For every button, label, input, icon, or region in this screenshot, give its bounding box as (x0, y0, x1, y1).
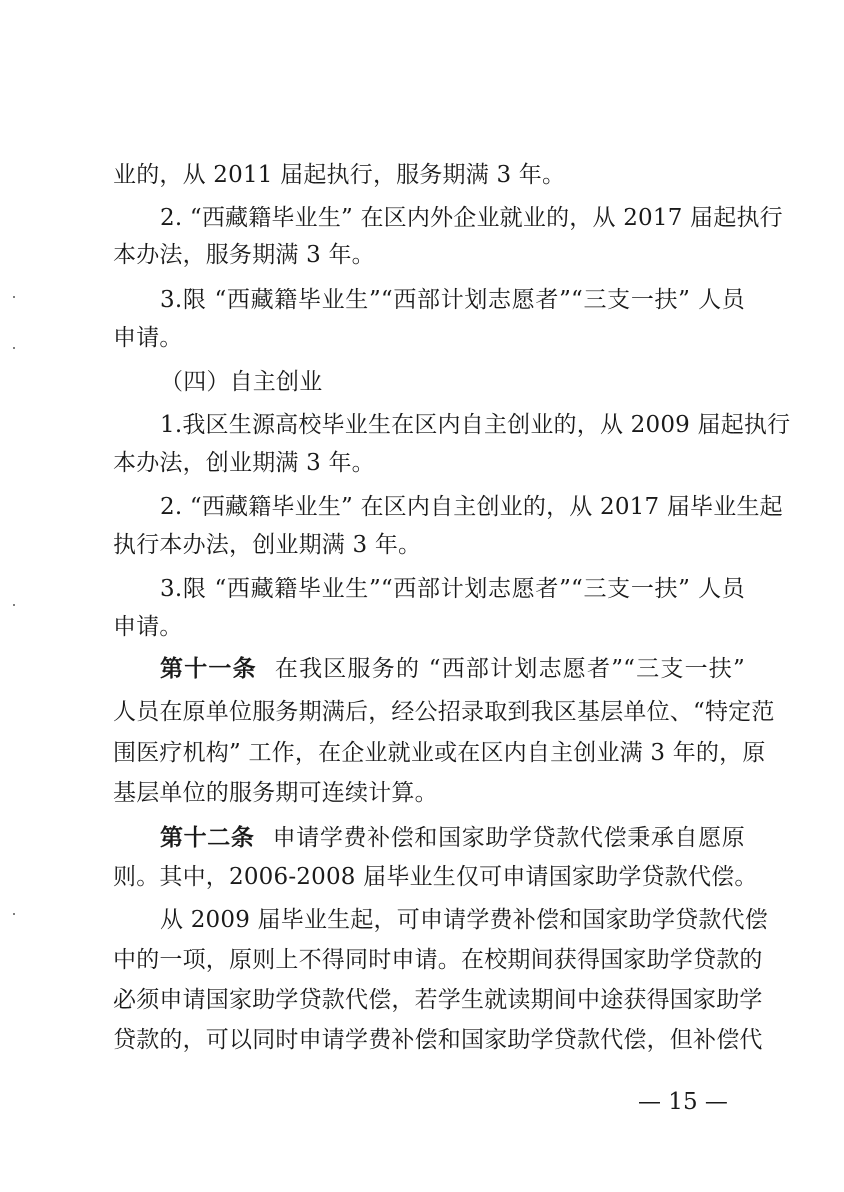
article-12-title: 第十二条 (160, 825, 255, 851)
section-heading: （四）自主创业 (160, 369, 323, 395)
article-12-line: 从 2009 届毕业生起，可申请学费补偿和国家助学贷款代偿 (160, 907, 768, 933)
paragraph-line: 3.限 “西藏籍毕业生”“西部计划志愿者”“三支一扶” 人员 (160, 287, 745, 313)
article-12-line: 贷款的，可以同时申请学费补偿和国家助学贷款代偿，但补偿代 (113, 1027, 763, 1053)
article-11-line: 人员在原单位服务期满后，经公招录取到我区基层单位、“特定范 (113, 699, 775, 725)
article-12-line: 中的一项，原则上不得同时申请。在校期间获得国家助学贷款的 (113, 947, 763, 973)
article-12-text: 申请学费补偿和国家助学贷款代偿秉承自愿原 (272, 825, 745, 851)
paragraph-line: 本办法，服务期满 3 年。 (113, 242, 375, 268)
margin-mark (13, 347, 15, 349)
page-number: — 15 — (638, 1089, 728, 1115)
margin-mark (13, 913, 15, 915)
article-11-line: 基层单位的服务期可连续计算。 (113, 780, 438, 806)
article-12-line: 必须申请国家助学贷款代偿，若学生就读期间中途获得国家助学 (113, 987, 763, 1013)
paragraph-line: 2. “西藏籍毕业生” 在区内外企业就业的，从 2017 届起执行 (160, 205, 783, 231)
margin-mark (13, 604, 15, 606)
paragraph-line: 3.限 “西藏籍毕业生”“西部计划志愿者”“三支一扶” 人员 (160, 576, 745, 602)
paragraph-line: 执行本办法，创业期满 3 年。 (113, 532, 422, 558)
paragraph-line: 申请。 (113, 614, 183, 640)
paragraph-line: 申请。 (113, 325, 183, 351)
article-11-text: 在我区服务的 “西部计划志愿者”“三支一扶” (274, 656, 745, 682)
paragraph-line: 本办法，创业期满 3 年。 (113, 450, 375, 476)
article-11-title: 第十一条 (160, 656, 257, 682)
paragraph-line: 2. “西藏籍毕业生” 在区内自主创业的，从 2017 届毕业生起 (160, 494, 783, 520)
article-11-line: 围医疗机构” 工作，在企业就业或在区内自主创业满 3 年的，原 (113, 740, 766, 766)
article-12-line (160, 823, 745, 853)
margin-mark (13, 296, 15, 298)
article-11-line (160, 654, 745, 684)
article-12-line: 则。其中，2006-2008 届毕业生仅可申请国家助学贷款代偿。 (113, 864, 758, 890)
paragraph-line: 业的，从 2011 届起执行，服务期满 3 年。 (113, 162, 566, 188)
paragraph-line: 1.我区生源高校毕业生在区内自主创业的，从 2009 届起执行 (160, 412, 791, 438)
